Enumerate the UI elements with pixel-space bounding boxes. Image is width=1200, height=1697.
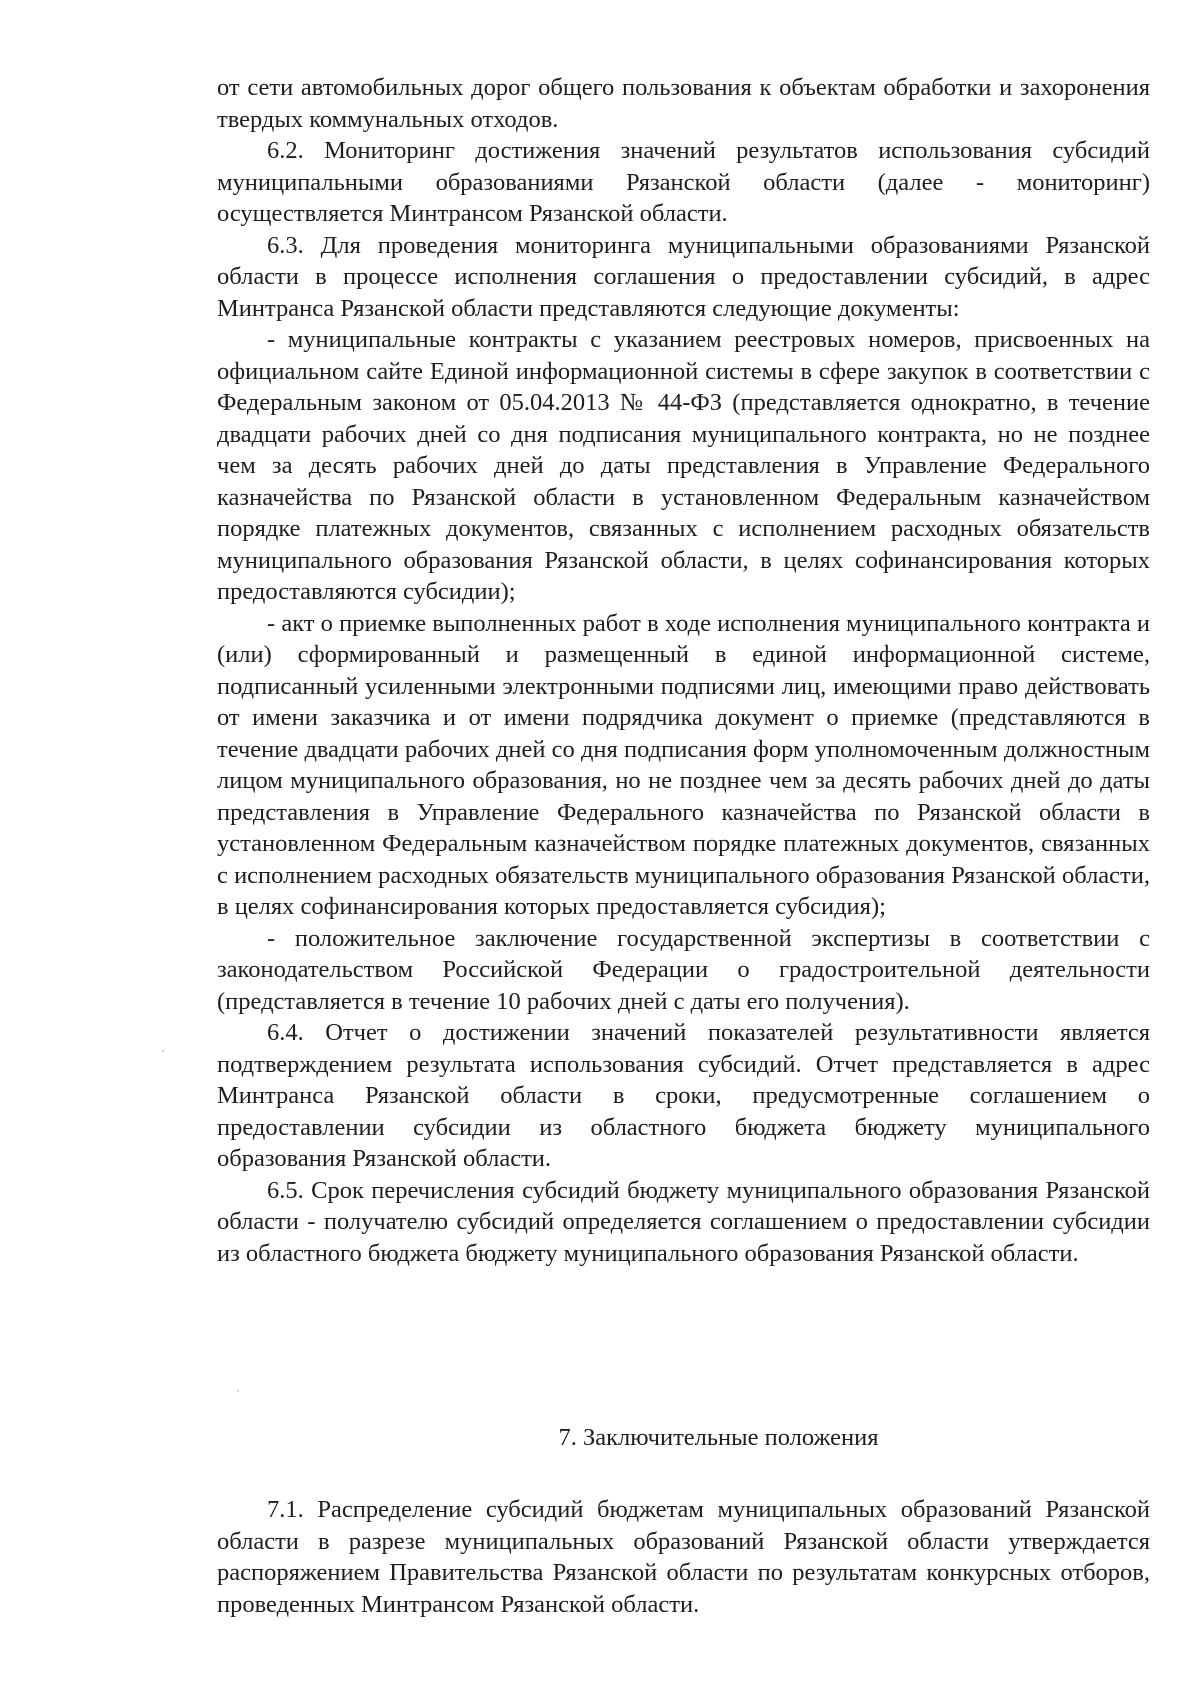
section-heading-7: 7. Заключительные положения (558, 1424, 879, 1451)
paragraph-continuation: от сети автомобильных дорог общего пользования к объектам обработки и захоронения твердых коммунальных отходов. (217, 74, 1150, 133)
paragraph-6-2: 6.2. Мониторинг достижения значений результатов использования субсидий муниципальными образованиями Рязанской области (далее - мониторинг) осуществляется Минтрансом Рязанской области. (217, 137, 1150, 227)
list-item-expert-conclusion: - положительное заключение государственной экспертизы в соответствии с законодательством Российской Федерации о градостроительной деятельности (представляется в течение 10 рабочих дней с даты его получения). (217, 924, 1150, 1015)
list-item-municipal-contracts: - муниципальные контракты с указанием реестровых номеров, присвоенных на официальном сайте Единой информационной системы в сфере закупок в соответствии с Федеральным законом от 05.04.2013 № 44-ФЗ (представляется однократно, в течение двадцати рабочих дней со дня подписания муниципального контракта, но не позднее чем за десять рабочих дней до даты представления в Управление Федерального казначейства по Рязанской области в установленном Федеральным казначейством порядке платежных документов, связанных с исполнением расходных обязательств муниципального образования Рязанской области, в целях софинансирования которых предоставляются субсидии); (217, 326, 1150, 605)
paragraph-7-1: 7.1. Распределение субсидий бюджетам муниципальных образований Рязанской области в разрезе муниципальных образований Рязанской области утверждается распоряжением Правительства Рязанской области по результатам конкурсных отборов, проведенных Минтрансом Рязанской области. (217, 1496, 1150, 1618)
paragraph-6-5: 6.5. Срок перечисления субсидий бюджету муниципального образования Рязанской области - получателю субсидий определяется соглашением о предоставлении субсидии из областного бюджета бюджету муниципального образования Рязанской области. (217, 1176, 1150, 1267)
scan-speck (162, 1050, 164, 1052)
paragraph-6-4: 6.4. Отчет о достижении значений показателей результативности является подтверждением результата использования субсидий. Отчет представляется в адрес Минтранса Рязанской области в сроки, предусмотренные соглашением о предоставлении субсидии из областного бюджета бюджету муниципального образования Рязанской области. (217, 1019, 1150, 1172)
paragraph-6-3: 6.3. Для проведения мониторинга муниципальными образованиями Рязанской области в процессе исполнения соглашения о предоставлении субсидий, в адрес Минтранса Рязанской области представляются следующие документы: (217, 231, 1150, 322)
section-6-body (217, 72, 1150, 1269)
list-item-acceptance-act: - акт о приемке выполненных работ в ходе исполнения муниципального контракта и (или) сформированный и размещенный в единой информационной системе, подписанный усиленными электронными подписями лиц, имеющими право действовать от имени заказчика и от имени подрядчика документ о приемке (представляются в течение двадцати рабочих дней со дня подписания форм уполномоченным должностным лицом муниципального образования, но не позднее чем за десять рабочих дней до даты представления в Управление Федерального казначейства по Рязанской области в установленном Федеральным казначейством порядке платежных документов, связанных с исполнением расходных обязательств муниципального образования Рязанской области, в целях софинансирования которых предоставляется субсидия); (217, 609, 1150, 920)
scan-speck (237, 1390, 239, 1392)
section-7-body (217, 1494, 1150, 1620)
